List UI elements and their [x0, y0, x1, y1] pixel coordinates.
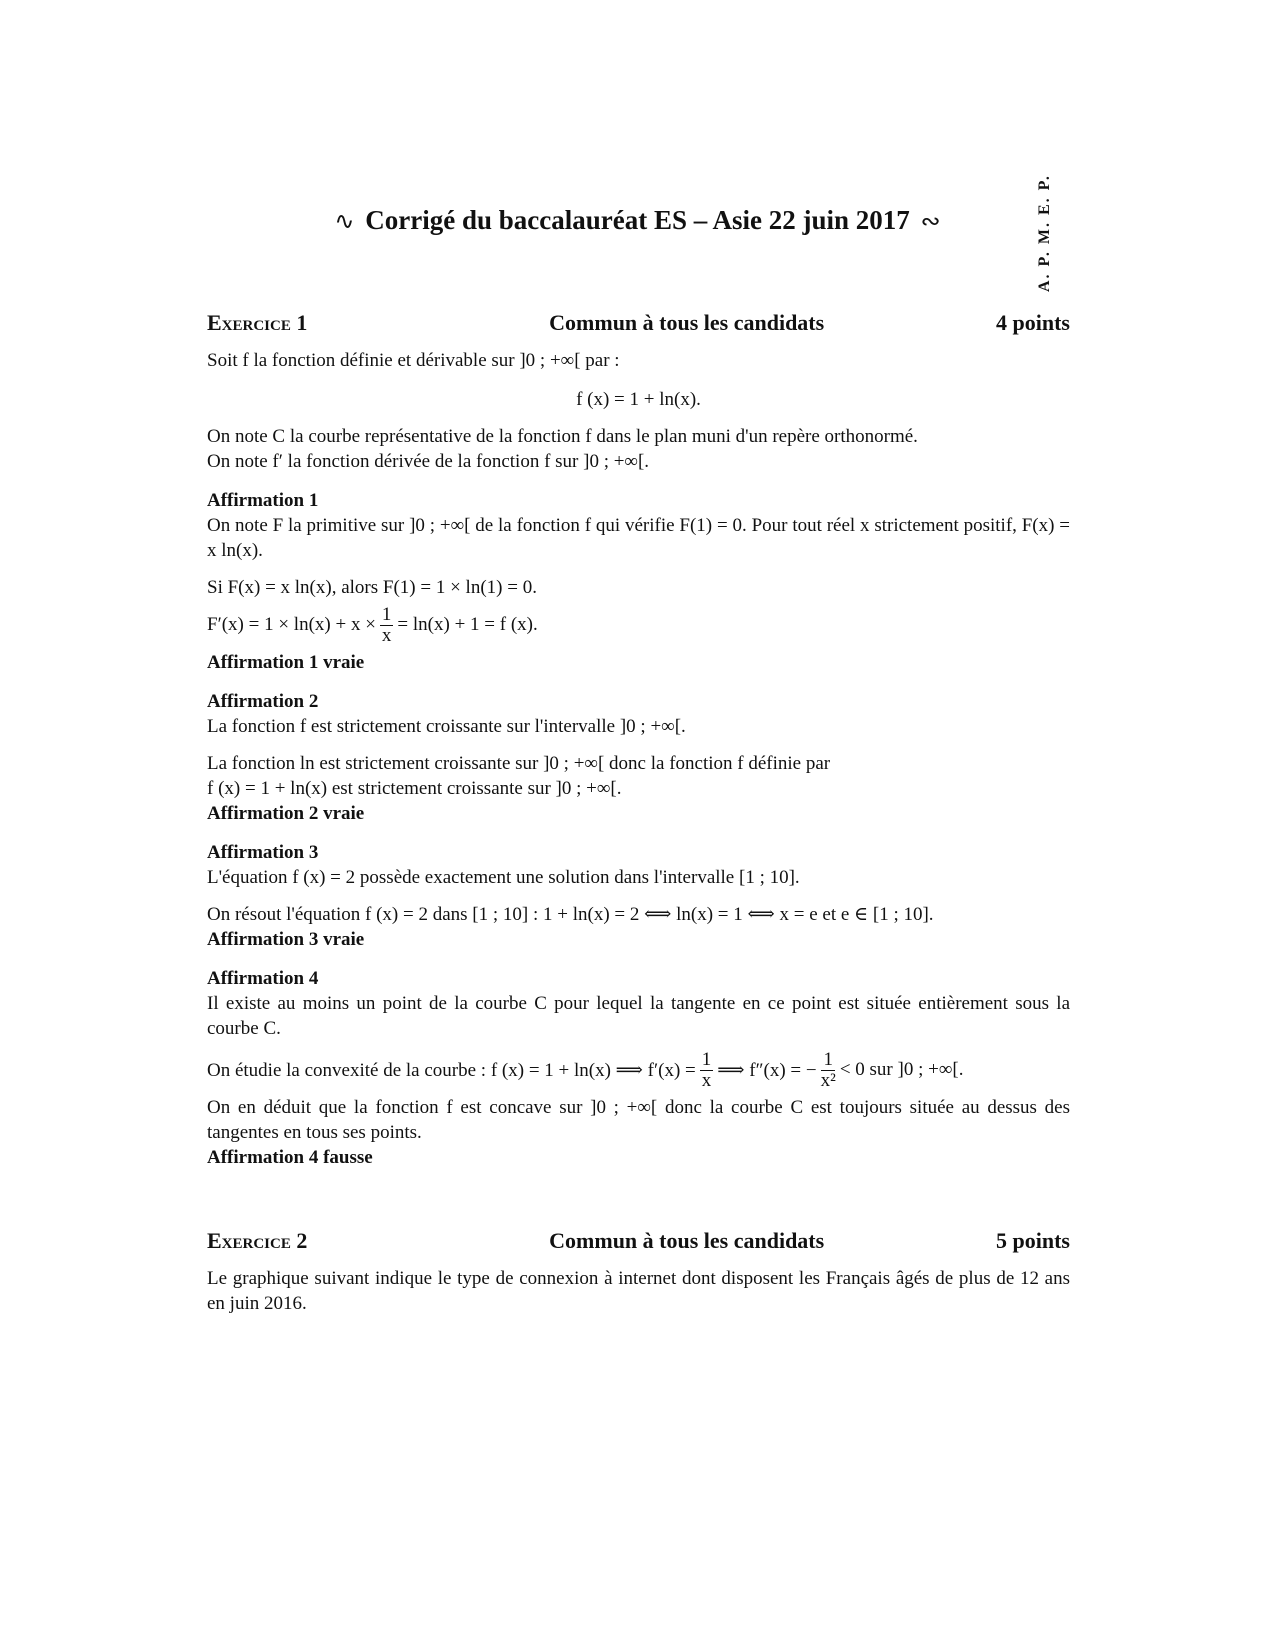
affirmation-2-heading: Affirmation 2	[207, 691, 319, 712]
fraction-numerator: 1	[701, 1048, 712, 1070]
affirmation-1-solution-2	[207, 600, 1070, 650]
affirmation-4-convexity	[207, 1045, 1070, 1095]
affirmation-2-solution-1: La fonction ln est strictement croissante sur ]0 ; +∞[ donc la fonction f définie par	[207, 753, 831, 774]
affirmation-2-statement: La fonction f est strictement croissante sur l'intervalle ]0 ; +∞[.	[207, 716, 686, 737]
affirmation-3-verdict: Affirmation 3 vraie	[207, 929, 365, 950]
exercise-1-header	[207, 310, 1070, 336]
affirmation-3-solution: On résout l'équation f (x) = 2 dans [1 ; 10] : 1 + ln(x) = 2 ⟺ ln(x) = 1 ⟺ x = e et e ∈ [1 ; 10].	[207, 904, 934, 925]
affirmation-1-verdict: Affirmation 1 vraie	[207, 652, 365, 673]
ex1-note-2: On note f′ la fonction dérivée de la fonction f sur ]0 ; +∞[.	[207, 451, 650, 472]
affirmation-1-heading: Affirmation 1	[207, 490, 319, 511]
affirmation-2-verdict: Affirmation 2 vraie	[207, 803, 365, 824]
conv-pre: On étudie la convexité de la courbe : f (x) = 1 + ln(x) ⟹ f′(x) =	[207, 1059, 696, 1081]
affirmation-4-deduction: On en déduit que la fonction f est concave sur ]0 ; +∞[ donc la courbe C est toujours située au dessus des tangentes en tous ses points.	[207, 1097, 1070, 1143]
exercise-1-points: 4 points	[996, 310, 1070, 335]
exercise-2-header	[207, 1228, 1070, 1254]
affirmation-4-verdict: Affirmation 4 fausse	[207, 1147, 373, 1168]
ex1-note-1: On note C la courbe représentative de la fonction f dans le plan muni d'un repère orthonormé.	[207, 426, 918, 447]
conv-post: < 0 sur ]0 ; +∞[.	[839, 1059, 964, 1080]
affirmation-4-heading: Affirmation 4	[207, 968, 319, 989]
exercise-1-common: Commun à tous les candidats	[549, 310, 825, 335]
fraction-numerator: 1	[381, 603, 392, 625]
page-title	[0, 205, 1275, 236]
ornament-left-icon: ∿	[334, 209, 355, 235]
affirmation-4-statement: Il existe au moins un point de la courbe C pour lequel la tangente en ce point est située entièrement sous la courbe C.	[207, 993, 1070, 1039]
fraction-denominator: x	[381, 624, 392, 646]
exercise-2-common: Commun à tous les candidats	[549, 1228, 825, 1253]
fraction	[821, 1050, 836, 1091]
affirmation-1-solution-1: Si F(x) = x ln(x), alors F(1) = 1 × ln(1) = 0.	[207, 577, 537, 598]
ex1-formula: f (x) = 1 + ln(x).	[576, 389, 701, 410]
affirmation-2-solution-2: f (x) = 1 + ln(x) est strictement croissante sur ]0 ; +∞[.	[207, 778, 622, 799]
ex2-intro: Le graphique suivant indique le type de connexion à internet dont disposent les Français âgés de plus de 12 ans en juin 2016.	[207, 1268, 1070, 1314]
fraction	[380, 605, 394, 646]
title-text: Corrigé du baccalauréat ES – Asie 22 juin 2017	[365, 205, 910, 235]
document-body	[207, 310, 1070, 1316]
ornament-right-icon: ∾	[920, 209, 941, 235]
side-label: A. P. M. E. P.	[1036, 174, 1053, 292]
affirmation-3-heading: Affirmation 3	[207, 842, 319, 863]
fraction-denominator: x²	[820, 1069, 836, 1091]
affirmation-1-statement: On note F la primitive sur ]0 ; +∞[ de la fonction f qui vérifie F(1) = 0. Pour tout réel x strictement positif, F(x) = x ln(x).	[207, 515, 1070, 561]
exercise-2-points: 5 points	[996, 1228, 1070, 1253]
exercise-2-name: Exercice 2	[207, 1228, 308, 1253]
ex1-intro: Soit f la fonction définie et dérivable sur ]0 ; +∞[ par :	[207, 350, 620, 371]
sol2-post: = ln(x) + 1 = f (x).	[397, 614, 538, 635]
sol2-pre: F′(x) = 1 × ln(x) + x ×	[207, 614, 376, 635]
fraction-numerator: 1	[823, 1048, 833, 1070]
fraction-denominator: x	[701, 1069, 712, 1091]
affirmation-3-statement: L'équation f (x) = 2 possède exactement une solution dans l'intervalle [1 ; 10].	[207, 867, 800, 888]
conv-mid: ⟹ f″(x) = −	[717, 1059, 817, 1081]
fraction	[700, 1050, 714, 1091]
exercise-1-name: Exercice 1	[207, 310, 308, 335]
